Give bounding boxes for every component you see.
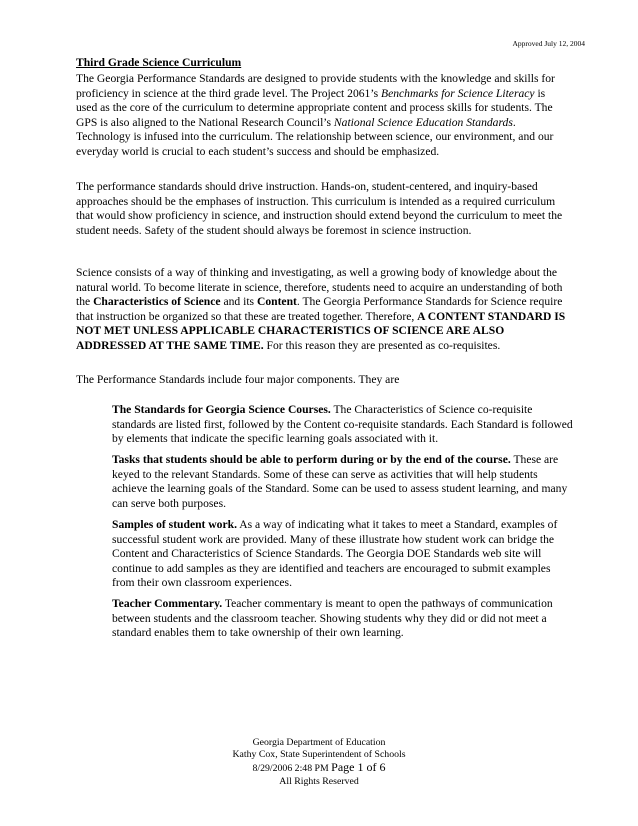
footer-rights: All Rights Reserved — [279, 775, 359, 787]
component-text: Teacher commentary is meant to open the pathways of communication between students and the classroom teacher. Showing students why they did or did not meet a standard enables them to take ownership of their own learning. — [112, 597, 553, 640]
content-bold: Content — [256, 295, 297, 309]
intro-paragraph — [76, 72, 566, 160]
component-text: These are keyed to the relevant Standards. Some of these can serve as activities that will help students achieve the learning goals of the Standard. Some can be used to assess student learning, and many can serve both purposes. — [112, 453, 568, 510]
science-text-4: For this reason they are presented as co-requisites. — [263, 338, 501, 352]
footer-superintendent: Kathy Cox, State Superintendent of Schools — [232, 749, 406, 761]
component-standards — [112, 403, 574, 447]
instruction-paragraph: The performance standards should drive instruction. Hands-on, student-centered, and inquiry-based approaches should be the emphases of instruction. This curriculum is intended as a required curriculum that would show proficiency in science, and instruction should extend beyond the curriculum to meet the student needs. Safety of the student should always be foremost in science instruction. — [76, 180, 563, 237]
component-heading: Tasks that students should be able to perform during or by the end of the course. — [112, 453, 511, 466]
component-heading: Teacher Commentary. — [112, 597, 223, 610]
component-heading: The Standards for Georgia Science Courses. — [112, 403, 331, 416]
component-commentary — [112, 597, 574, 641]
page-title: Third Grade Science Curriculum — [76, 56, 242, 69]
component-text: The Characteristics of Science co-requisite standards are listed first, followed by the Content co-requisite standards. Each Standard is followed by elements that indicate the specific learning goals associated with it. — [112, 403, 573, 446]
footer-department: Georgia Department of Education — [252, 737, 386, 748]
component-heading: Samples of student work. — [112, 518, 237, 531]
component-text: As a way of indicating what it takes to meet a Standard, examples of successful student work are provided. Many of these illustrate how student work can bridge the Content and Characteristics of Science Standards. The Georgia DOE Standards web site will continue to add samples as they are identified and teachers are encouraged to submit examples from their own classroom experiences. — [112, 518, 558, 590]
content-standard-notice: A CONTENT STANDARD IS NOT MET UNLESS APPLICABLE CHARACTERISTICS OF SCIENCE ARE ALSO ADDRESSED AT THE SAME TIME. — [76, 309, 566, 352]
components-intro: The Performance Standards include four major components. They are — [76, 373, 400, 386]
benchmarks-title: Benchmarks for Science Literacy — [380, 86, 535, 100]
intro-text-2: is used as the core of the curriculum to determine appropriate content and process skills for students. The GPS is also aligned to the National Research Council’s — [76, 86, 553, 129]
footer-datetime: 8/29/2006 2:48 PM — [252, 763, 332, 775]
science-text-2: and its — [220, 295, 257, 309]
page-number: Page 1 of 6 — [331, 760, 386, 775]
page-footer — [0, 737, 638, 788]
science-text-1: Science consists of a way of thinking and investigating, as well a growing body of knowledge about the natural world. To become literate in science, therefore, students need to acquire an understanding of both the — [76, 266, 563, 309]
intro-text-1: The Georgia Performance Standards are designed to provide students with the knowledge and skills for proficiency in science at the third grade level. The Project 2061’s — [76, 72, 555, 100]
approval-date: Approved July 12, 2004 — [512, 39, 585, 48]
science-paragraph — [76, 266, 566, 354]
intro-text-3: . Technology is infused into the curriculum. The relationship between science, our environment, and our everyday world is crucial to each student’s success and should be emphasized. — [76, 115, 554, 158]
component-samples — [112, 518, 574, 591]
nses-title: National Science Education Standards — [333, 115, 513, 129]
component-tasks — [112, 453, 574, 511]
footer-date-page — [0, 761, 638, 775]
characteristics-bold: Characteristics of Science — [93, 295, 221, 309]
science-text-3: . The Georgia Performance Standards for Science require that instruction be organized so that these are treated together. Therefore, — [76, 295, 563, 323]
